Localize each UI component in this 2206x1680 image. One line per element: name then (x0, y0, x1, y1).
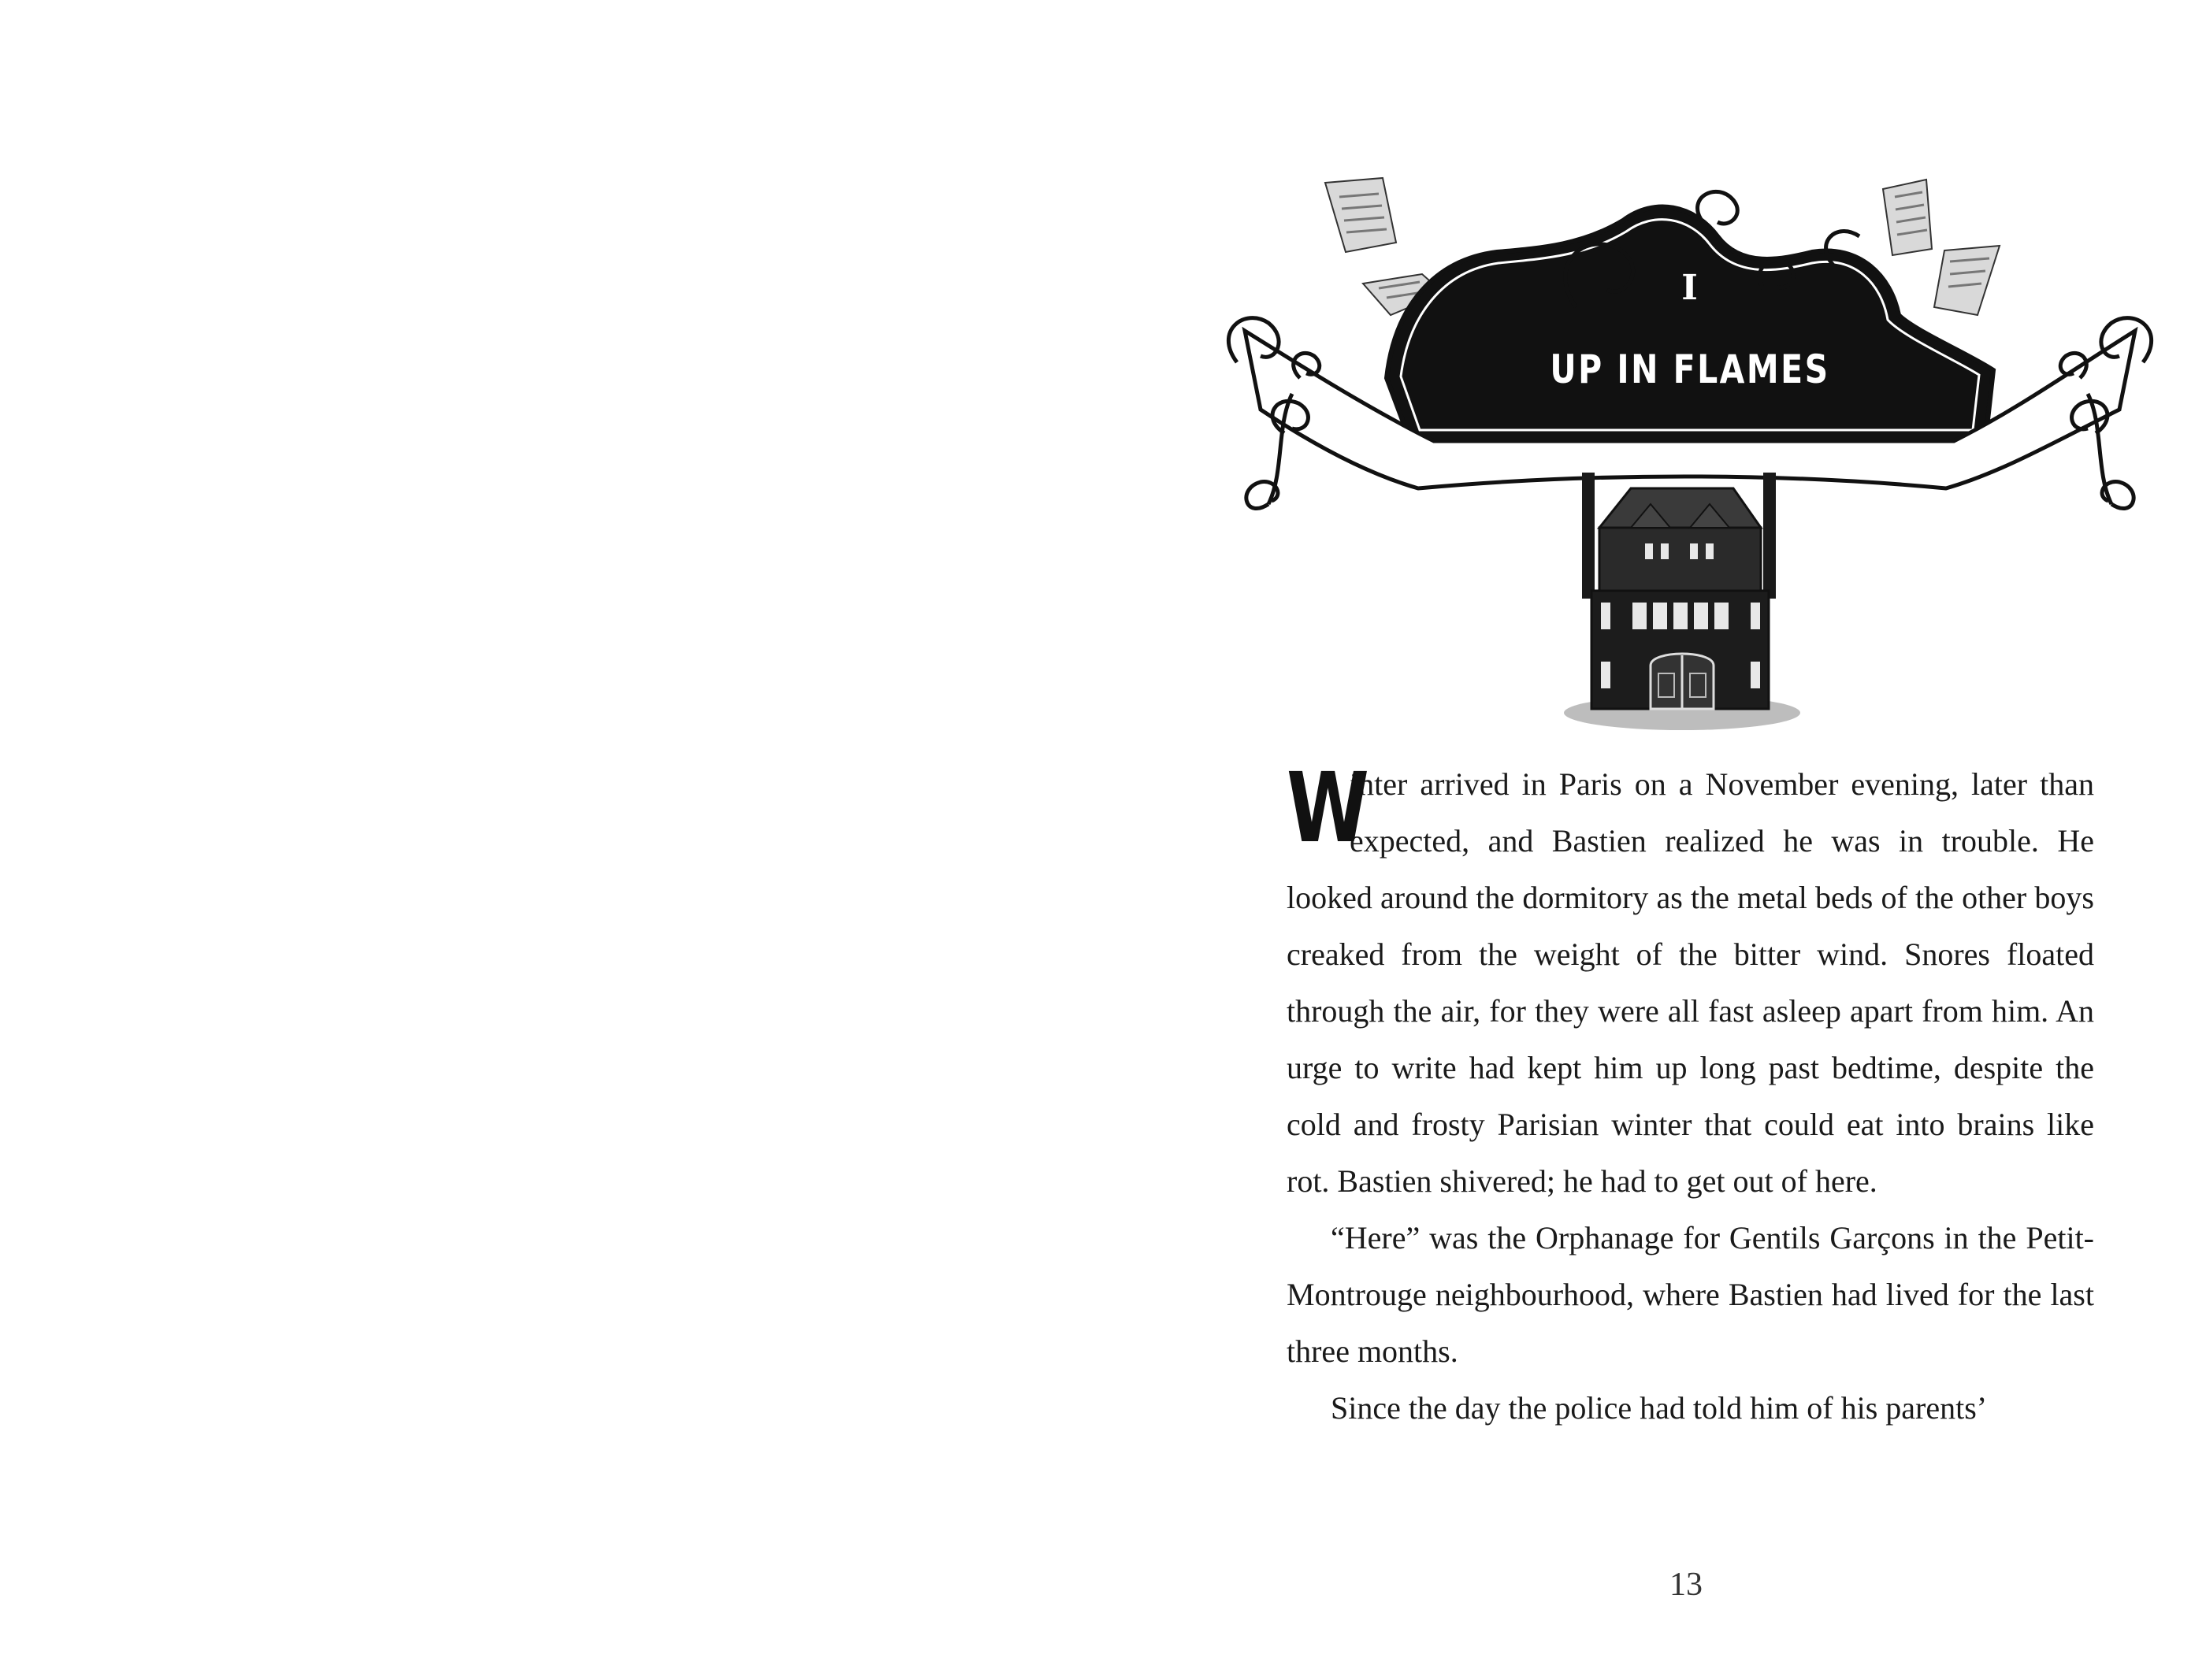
drop-cap: W (1287, 752, 1369, 864)
flying-paper-icon (1883, 180, 1932, 255)
chapter-number: I (1681, 268, 1699, 308)
flying-paper-icon (1325, 178, 1396, 252)
paragraph-1-text: inter arrived in Paris on a November evening, later than expected, and Bastien realized he was in trouble. He looked around the dormitory as the metal beds of the other boys creaked from the weight of the bitter wind. Snores floated through the air, for they were all fast asleep apart from him. An urge to write had kept him up long past bedtime, despite the cold and frosty Parisian winter that could eat into brains like rot. Bastien shivered; he had to get out of here. (1287, 766, 2094, 1199)
chapter-title: UP IN FLAMES (1550, 347, 1830, 392)
paragraph-1 (1287, 752, 2094, 1210)
paragraph-3: Since the day the police had told him of his parents’ (1331, 1390, 1988, 1426)
chapter-body-text (1287, 752, 2094, 1437)
paragraph-2: “Here” was the Orphanage for Gentils Garçons in the Petit-Montrouge neighbourhood, where Bastien had lived for the last three months. (1287, 1220, 2094, 1369)
page-number: 13 (1669, 1567, 1703, 1603)
house-icon (1560, 473, 1804, 732)
house-illustration (1560, 473, 1804, 732)
